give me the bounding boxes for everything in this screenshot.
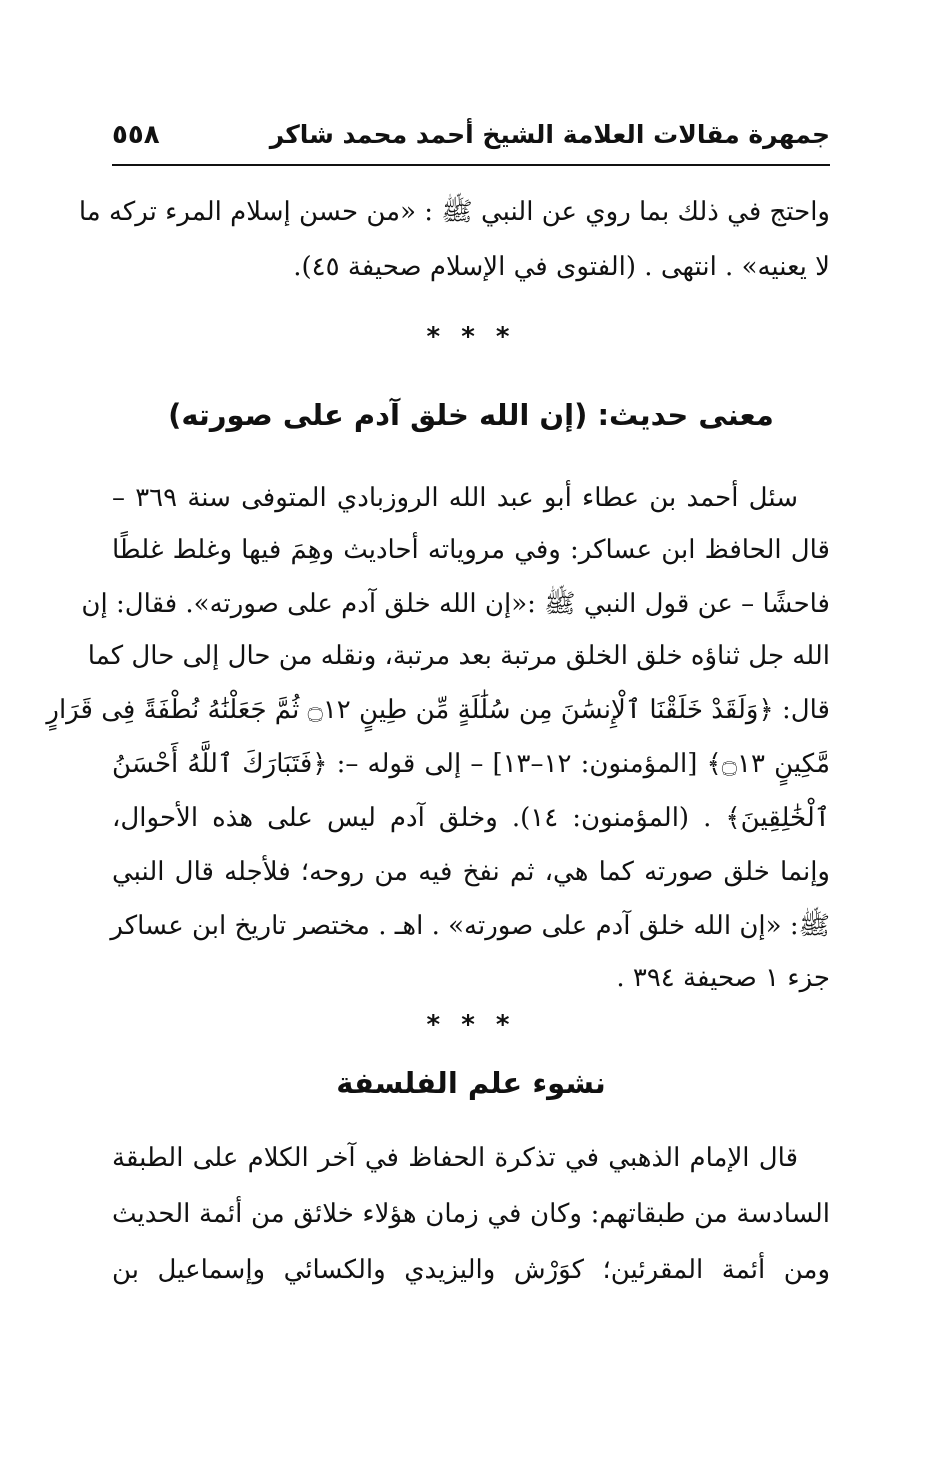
section-separator: * * * [426,1010,516,1040]
paragraph-line: سئل أحمد بن عطاء أبو عبد الله الروزبادي المتوفى سنة ٣٦٩ – [112,483,798,513]
section-heading: معنى حديث: (إن الله خلق آدم على صورته) [168,398,774,432]
page-header [112,112,830,162]
paragraph-line: مَّكِينٍ ۝١٣﴾ [المؤمنون: ١٢–١٣] – إلى قوله –: ﴿فَتَبَارَكَ ٱللَّهُ أَحْسَنُ [112,749,831,779]
paragraph-line: لا يعنيه» . انتهى . (الفتوى في الإسلام صحيفة ٤٥). [293,252,830,282]
paragraph-line: ومن أئمة المقرئين؛ كوَرْش واليزيدي والكسائي وإسماعيل بن [112,1255,830,1285]
paragraph-line: قال الإمام الذهبي في تذكرة الحفاظ في آخر الكلام على الطبقة [112,1143,798,1173]
header-divider [112,164,830,166]
running-title: جمهرة مقالات العلامة الشيخ أحمد محمد شاكر [269,120,830,149]
paragraph-line: ﷺ: «إن الله خلق آدم على صورته» . اهـ . مختصر تاريخ ابن عساكر [110,911,830,941]
paragraph-line: وإنما خلق صورته كما هي، ثم نفخ فيه من روحه؛ فلأجله قال النبي [112,857,830,887]
paragraph-line: قال الحافظ ابن عساكر: وفي مروياته أحاديث وهِمَ فيها وغلط غلطًا [112,535,830,565]
page-number: ٥٥٨ [112,120,160,150]
paragraph-line: ٱلْخَٰلِقِينَ﴾ . (المؤمنون: ١٤). وخلق آدم ليس على هذه الأحوال، [112,803,830,833]
paragraph-line: جزء ١ صحيفة ٣٩٤ . [616,963,830,993]
paragraph-line: فاحشًا – عن قول النبي ﷺ :«إن الله خلق آدم على صورته». فقال: إن [81,589,830,619]
section-heading: نشوء علم الفلسفة [336,1066,606,1100]
paragraph-line: واحتج في ذلك بما روي عن النبي ﷺ : «من حسن إسلام المرء تركه ما [78,197,830,227]
paragraph-line: قال: ﴿وَلَقَدْ خَلَقْنَا ٱلْإِنسَٰنَ مِن سُلَٰلَةٍ مِّن طِينٍ ۝١٢ ثُمَّ جَعَلْنَٰهُ نُطْفَةً فِى قَرَارٍ [46,695,830,725]
paragraph-line: الله جل ثناؤه خلق الخلق مرتبة بعد مرتبة، ونقله من حال إلى حال كما [87,641,830,671]
section-separator: * * * [426,322,516,352]
paragraph-line: السادسة من طبقاتهم: وكان في زمان هؤلاء خلائق من أئمة الحديث [112,1199,830,1229]
